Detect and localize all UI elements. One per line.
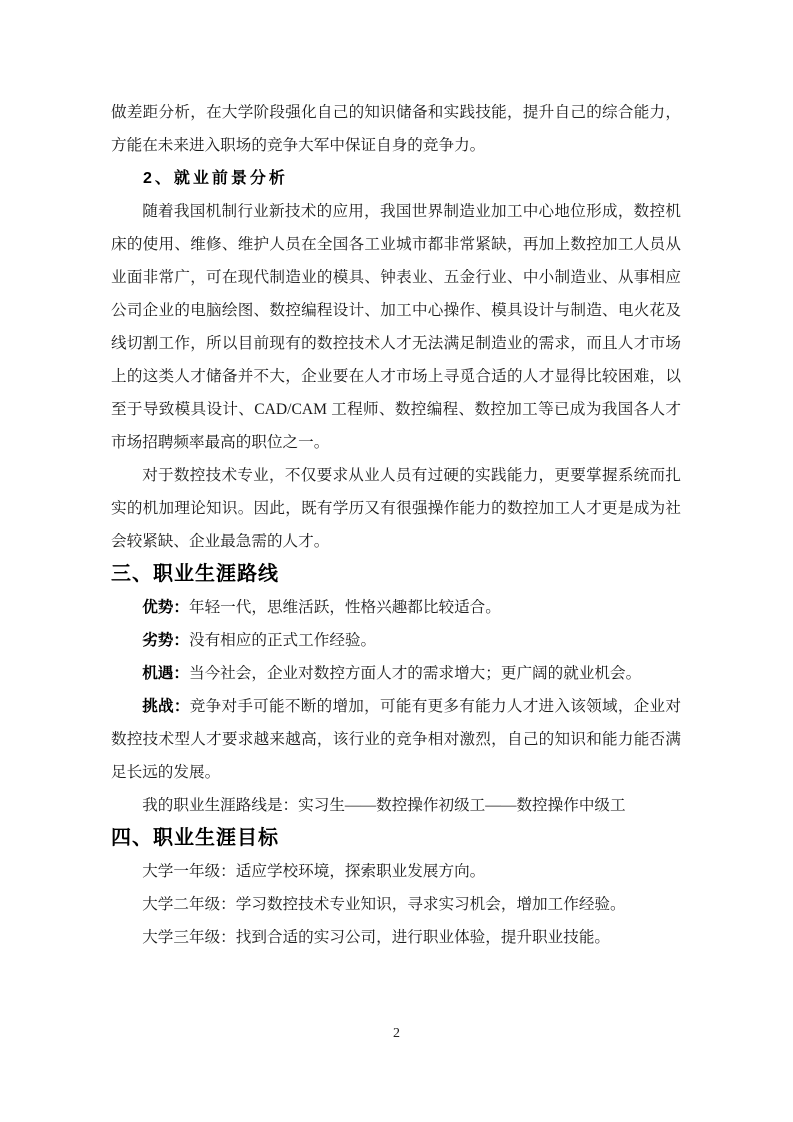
section-heading-career-route: 三、职业生涯路线 [111,563,279,585]
paragraph-career-route: 我的职业生涯路线是：实习生——数控操作初级工——数控操作中级工 [142,797,626,814]
swot-item-strength [111,591,681,624]
swot-item-threat [111,690,681,789]
paragraph-intro-continued: 做差距分析，在大学阶段强化自己的知识储备和实践技能，提升自己的综合能力，方能在未来进入职场的竞争大军中保证自身的竞争力。 [111,104,681,154]
section-heading-career-goals: 四、职业生涯目标 [111,827,279,849]
swot-label-weakness: 劣势： [142,632,189,649]
page-number: 2 [393,1026,400,1041]
subsection-heading-employment-outlook: 2、就业前景分析 [143,170,288,187]
goal-item-year3: 大学三年级：找到合适的实习公司，进行职业体验，提升职业技能。 [142,929,611,946]
swot-item-opportunity [111,657,681,690]
swot-text-weakness: 没有相应的正式工作经验。 [188,632,377,649]
goal-item-year2: 大学二年级：学习数控技术专业知识，寻求实习机会，增加工作经验。 [142,896,626,913]
paragraph-employment-outlook-2: 对于数控技术专业，不仅要求从业人员有过硬的实践能力，更要掌握系统而扎实的机加理论知识。因此，既有学历又有很强操作能力的数控加工人才更是成为社会较紧缺、企业最急需的人才。 [111,467,681,550]
swot-label-strength: 优势： [142,599,189,616]
swot-label-threat: 挑战： [142,698,190,715]
paragraph-employment-outlook-1: 随着我国机制行业新技术的应用，我国世界制造业加工中心地位形成，数控机床的使用、维修、维护人员在全国各工业城市都非常紧缺，再加上数控加工人员从业面非常广，可在现代制造业的模具、钟表业、五金行业、中小制造业、从事相应公司企业的电脑绘图、数控编程设计、加工中心操作、模具设计与制造、电火花及线切割工作，所以目前现有的数控技术人才无法满足制造业的需求，而且人才市场上的这类人才储备并不大，企业要在人才市场上寻觅合适的人才显得比较困难，以至于导致模具设计、CAD/CAM 工程师、数控编程、数控加工等已成为我国各人才市场招聘频率最高的职位之一。 [111,203,681,451]
swot-item-weakness [111,624,681,657]
swot-label-opportunity: 机遇： [142,665,189,682]
goal-item-year1: 大学一年级：适应学校环境，探索职业发展方向。 [142,863,486,880]
document-body [111,96,681,954]
swot-text-threat: 竞争对手可能不断的增加，可能有更多有能力人才进入该领域，企业对数控技术型人才要求越来越高，该行业的竞争相对激烈，自己的知识和能力能否满足长远的发展。 [111,698,681,781]
swot-text-strength: 年轻一代，思维活跃，性格兴趣都比较适合。 [188,599,501,616]
swot-text-opportunity: 当今社会，企业对数控方面人才的需求增大；更广阔的就业机会。 [188,665,642,682]
